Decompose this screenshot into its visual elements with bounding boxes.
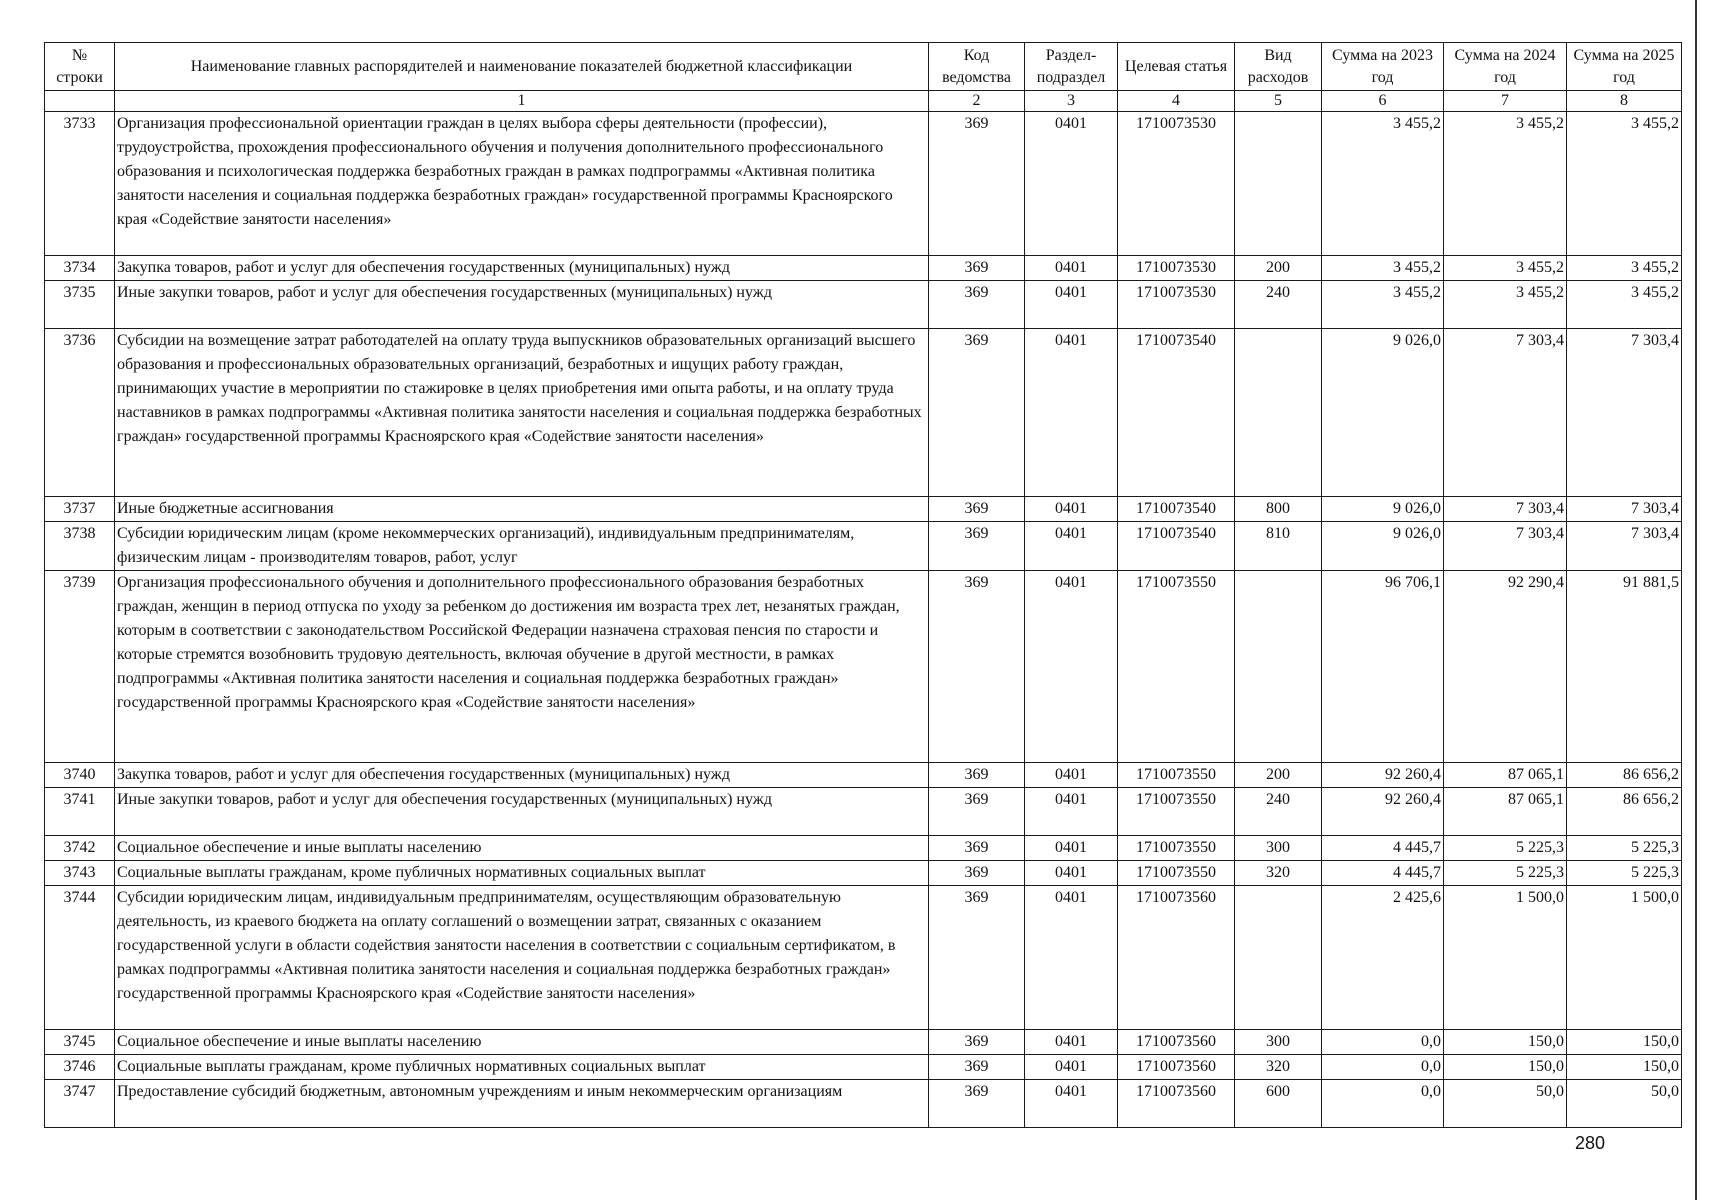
row-sum-2024: 5 225,3 xyxy=(1444,836,1567,861)
row-section: 0401 xyxy=(1025,836,1118,861)
table-row xyxy=(45,112,1682,256)
row-sum-2024: 3 455,2 xyxy=(1444,256,1567,281)
row-name: Организация профессиональной ориентации граждан в целях выбора сферы деятельности (профессии), трудоустройства, прохождения профессионального обучения и получения дополнительного профессионального образования и психологическая поддержка безработных граждан в рамках подпрограммы «Активная политика занятости населения и социальная поддержка безработных граждан» государственной программы Красноярского края «Содействие занятости населения» xyxy=(115,112,929,256)
row-sum-2025: 5 225,3 xyxy=(1567,861,1682,886)
column-number: 3 xyxy=(1025,91,1118,112)
row-sum-2023: 3 455,2 xyxy=(1322,112,1444,256)
table-row xyxy=(45,763,1682,788)
table-row xyxy=(45,1055,1682,1080)
column-number: 2 xyxy=(929,91,1025,112)
row-sum-2023: 96 706,1 xyxy=(1322,571,1444,763)
row-number: 3736 xyxy=(45,329,115,497)
row-sum-2024: 7 303,4 xyxy=(1444,497,1567,522)
row-section: 0401 xyxy=(1025,522,1118,571)
row-name: Субсидии юридическим лицам, индивидуальным предпринимателям, осуществляющим образовательную деятельность, из краевого бюджета на оплату соглашений о возмещении затрат, связанных с оказанием государственной услуги в области содействия занятости населения в соответствии с социальным сертификатом, в рамках подпрограммы «Активная политика занятости населения и социальная поддержка безработных граждан» государственной программы Красноярского края «Содействие занятости населения» xyxy=(115,886,929,1030)
row-section: 0401 xyxy=(1025,788,1118,836)
row-number: 3733 xyxy=(45,112,115,256)
table-row xyxy=(45,886,1682,1030)
row-section: 0401 xyxy=(1025,1055,1118,1080)
row-department-code: 369 xyxy=(929,571,1025,763)
row-expense-type: 600 xyxy=(1235,1080,1322,1128)
row-number: 3738 xyxy=(45,522,115,571)
row-number: 3747 xyxy=(45,1080,115,1128)
table-row xyxy=(45,861,1682,886)
row-name: Иные закупки товаров, работ и услуг для обеспечения государственных (муниципальных) нужд xyxy=(115,788,929,836)
row-sum-2025: 150,0 xyxy=(1567,1030,1682,1055)
header-sum-2024: Сумма на 2024 год xyxy=(1444,43,1567,91)
row-name: Предоставление субсидий бюджетным, автономным учреждениям и иным некоммерческим организациям xyxy=(115,1080,929,1128)
row-section: 0401 xyxy=(1025,763,1118,788)
row-target-article: 1710073550 xyxy=(1118,836,1235,861)
row-section: 0401 xyxy=(1025,1080,1118,1128)
row-number: 3746 xyxy=(45,1055,115,1080)
row-sum-2025: 7 303,4 xyxy=(1567,497,1682,522)
header-department-code: Код ведомства xyxy=(929,43,1025,91)
row-target-article: 1710073560 xyxy=(1118,1030,1235,1055)
row-section: 0401 xyxy=(1025,256,1118,281)
row-sum-2024: 1 500,0 xyxy=(1444,886,1567,1030)
row-sum-2024: 87 065,1 xyxy=(1444,763,1567,788)
row-expense-type: 300 xyxy=(1235,836,1322,861)
column-number: 5 xyxy=(1235,91,1322,112)
row-expense-type xyxy=(1235,112,1322,256)
row-sum-2025: 50,0 xyxy=(1567,1080,1682,1128)
row-sum-2024: 7 303,4 xyxy=(1444,329,1567,497)
row-department-code: 369 xyxy=(929,112,1025,256)
header-name: Наименование главных распорядителей и наименование показателей бюджетной классификации xyxy=(115,43,929,91)
row-sum-2025: 1 500,0 xyxy=(1567,886,1682,1030)
row-sum-2023: 3 455,2 xyxy=(1322,256,1444,281)
row-sum-2023: 92 260,4 xyxy=(1322,763,1444,788)
header-section: Раздел-подраздел xyxy=(1025,43,1118,91)
row-target-article: 1710073550 xyxy=(1118,571,1235,763)
row-expense-type: 240 xyxy=(1235,281,1322,329)
row-sum-2023: 3 455,2 xyxy=(1322,281,1444,329)
column-number: 1 xyxy=(115,91,929,112)
table-row xyxy=(45,256,1682,281)
row-sum-2023: 0,0 xyxy=(1322,1080,1444,1128)
table-row xyxy=(45,281,1682,329)
row-section: 0401 xyxy=(1025,497,1118,522)
row-section: 0401 xyxy=(1025,281,1118,329)
row-sum-2025: 3 455,2 xyxy=(1567,112,1682,256)
budget-table xyxy=(44,42,1682,1128)
table-row xyxy=(45,571,1682,763)
row-name: Социальное обеспечение и иные выплаты населению xyxy=(115,1030,929,1055)
row-department-code: 369 xyxy=(929,836,1025,861)
row-sum-2023: 9 026,0 xyxy=(1322,497,1444,522)
header-row xyxy=(45,43,1682,91)
row-target-article: 1710073530 xyxy=(1118,112,1235,256)
row-sum-2024: 50,0 xyxy=(1444,1080,1567,1128)
row-number: 3739 xyxy=(45,571,115,763)
row-sum-2025: 7 303,4 xyxy=(1567,522,1682,571)
row-sum-2025: 3 455,2 xyxy=(1567,256,1682,281)
row-sum-2024: 150,0 xyxy=(1444,1030,1567,1055)
row-sum-2025: 86 656,2 xyxy=(1567,788,1682,836)
column-number: 4 xyxy=(1118,91,1235,112)
page-number: 280 xyxy=(1575,1133,1606,1153)
row-department-code: 369 xyxy=(929,788,1025,836)
row-sum-2024: 150,0 xyxy=(1444,1055,1567,1080)
row-sum-2024: 5 225,3 xyxy=(1444,861,1567,886)
row-sum-2025: 91 881,5 xyxy=(1567,571,1682,763)
header-expense-type: Вид расходов xyxy=(1235,43,1322,91)
header-sum-2025: Сумма на 2025 год xyxy=(1567,43,1682,91)
row-department-code: 369 xyxy=(929,1030,1025,1055)
row-expense-type: 240 xyxy=(1235,788,1322,836)
column-number: 8 xyxy=(1567,91,1682,112)
row-sum-2025: 86 656,2 xyxy=(1567,763,1682,788)
row-name: Субсидии на возмещение затрат работодателей на оплату труда выпускников образовательных организаций высшего образования и профессиональных образовательных организаций, безработных и ищущих работу граждан, принимающих участие в мероприятии по стажировке в целях приобретения ими опыта работы, и на оплату труда наставников в рамках подпрограммы «Активная политика занятости населения и социальная поддержка безработных граждан» государственной программы Красноярского края «Содействие занятости населения» xyxy=(115,329,929,497)
row-sum-2023: 9 026,0 xyxy=(1322,329,1444,497)
row-department-code: 369 xyxy=(929,1080,1025,1128)
row-department-code: 369 xyxy=(929,256,1025,281)
row-target-article: 1710073560 xyxy=(1118,1055,1235,1080)
column-number: 6 xyxy=(1322,91,1444,112)
table-row xyxy=(45,788,1682,836)
row-department-code: 369 xyxy=(929,861,1025,886)
row-sum-2023: 0,0 xyxy=(1322,1030,1444,1055)
table-row xyxy=(45,497,1682,522)
header-target-article: Целевая статья xyxy=(1118,43,1235,91)
row-sum-2025: 3 455,2 xyxy=(1567,281,1682,329)
row-expense-type: 300 xyxy=(1235,1030,1322,1055)
row-name: Организация профессионального обучения и дополнительного профессионального образования безработных граждан, женщин в период отпуска по уходу за ребенком до достижения им возраста трех лет, незанятых граждан, которым в соответствии с законодательством Российской Федерации назначена страховая пенсия по старости и которые стремятся возобновить трудовую деятельность, включая обучение в другой местности, в рамках подпрограммы «Активная политика занятости населения и социальная поддержка безработных граждан» государственной программы Красноярского края «Содействие занятости населения» xyxy=(115,571,929,763)
row-number: 3737 xyxy=(45,497,115,522)
row-name: Социальные выплаты гражданам, кроме публичных нормативных социальных выплат xyxy=(115,1055,929,1080)
row-name: Иные закупки товаров, работ и услуг для обеспечения государственных (муниципальных) нужд xyxy=(115,281,929,329)
row-sum-2023: 9 026,0 xyxy=(1322,522,1444,571)
row-section: 0401 xyxy=(1025,571,1118,763)
table-row xyxy=(45,329,1682,497)
header-sum-2023: Сумма на 2023 год xyxy=(1322,43,1444,91)
row-expense-type: 320 xyxy=(1235,861,1322,886)
row-sum-2025: 5 225,3 xyxy=(1567,836,1682,861)
row-department-code: 369 xyxy=(929,763,1025,788)
row-number: 3734 xyxy=(45,256,115,281)
row-department-code: 369 xyxy=(929,329,1025,497)
row-sum-2024: 87 065,1 xyxy=(1444,788,1567,836)
row-expense-type: 810 xyxy=(1235,522,1322,571)
row-target-article: 1710073540 xyxy=(1118,497,1235,522)
row-section: 0401 xyxy=(1025,112,1118,256)
table-row xyxy=(45,522,1682,571)
row-name: Субсидии юридическим лицам (кроме некоммерческих организаций), индивидуальным предпринимателям, физическим лицам - производителям товаров, работ, услуг xyxy=(115,522,929,571)
row-section: 0401 xyxy=(1025,861,1118,886)
row-target-article: 1710073540 xyxy=(1118,329,1235,497)
row-number: 3742 xyxy=(45,836,115,861)
row-target-article: 1710073550 xyxy=(1118,788,1235,836)
row-section: 0401 xyxy=(1025,329,1118,497)
row-target-article: 1710073540 xyxy=(1118,522,1235,571)
row-expense-type: 200 xyxy=(1235,763,1322,788)
budget-document xyxy=(44,42,1681,1128)
row-target-article: 1710073560 xyxy=(1118,1080,1235,1128)
row-section: 0401 xyxy=(1025,1030,1118,1055)
row-department-code: 369 xyxy=(929,522,1025,571)
row-sum-2023: 2 425,6 xyxy=(1322,886,1444,1030)
row-department-code: 369 xyxy=(929,497,1025,522)
row-number: 3735 xyxy=(45,281,115,329)
row-name: Закупка товаров, работ и услуг для обеспечения государственных (муниципальных) нужд xyxy=(115,256,929,281)
row-number: 3744 xyxy=(45,886,115,1030)
row-number: 3743 xyxy=(45,861,115,886)
row-department-code: 369 xyxy=(929,886,1025,1030)
row-sum-2024: 3 455,2 xyxy=(1444,112,1567,256)
row-target-article: 1710073560 xyxy=(1118,886,1235,1030)
row-target-article: 1710073530 xyxy=(1118,281,1235,329)
row-target-article: 1710073550 xyxy=(1118,763,1235,788)
row-section: 0401 xyxy=(1025,886,1118,1030)
row-sum-2025: 150,0 xyxy=(1567,1055,1682,1080)
row-name: Социальные выплаты гражданам, кроме публичных нормативных социальных выплат xyxy=(115,861,929,886)
table-row xyxy=(45,836,1682,861)
row-sum-2024: 7 303,4 xyxy=(1444,522,1567,571)
row-sum-2024: 92 290,4 xyxy=(1444,571,1567,763)
row-sum-2023: 4 445,7 xyxy=(1322,861,1444,886)
table-row xyxy=(45,1030,1682,1055)
row-sum-2024: 3 455,2 xyxy=(1444,281,1567,329)
row-target-article: 1710073530 xyxy=(1118,256,1235,281)
row-expense-type xyxy=(1235,886,1322,1030)
column-number-row xyxy=(45,91,1682,112)
row-sum-2023: 92 260,4 xyxy=(1322,788,1444,836)
row-name: Социальное обеспечение и иные выплаты населению xyxy=(115,836,929,861)
header-row-number: № строки xyxy=(45,43,115,91)
column-number-blank xyxy=(45,91,115,112)
row-sum-2023: 4 445,7 xyxy=(1322,836,1444,861)
row-name: Иные бюджетные ассигнования xyxy=(115,497,929,522)
row-department-code: 369 xyxy=(929,281,1025,329)
row-sum-2025: 7 303,4 xyxy=(1567,329,1682,497)
row-department-code: 369 xyxy=(929,1055,1025,1080)
row-number: 3745 xyxy=(45,1030,115,1055)
row-expense-type: 800 xyxy=(1235,497,1322,522)
row-expense-type xyxy=(1235,571,1322,763)
row-number: 3741 xyxy=(45,788,115,836)
row-number: 3740 xyxy=(45,763,115,788)
table-row xyxy=(45,1080,1682,1128)
row-name: Закупка товаров, работ и услуг для обеспечения государственных (муниципальных) нужд xyxy=(115,763,929,788)
row-sum-2023: 0,0 xyxy=(1322,1055,1444,1080)
column-number: 7 xyxy=(1444,91,1567,112)
row-expense-type xyxy=(1235,329,1322,497)
row-target-article: 1710073550 xyxy=(1118,861,1235,886)
row-expense-type: 200 xyxy=(1235,256,1322,281)
scan-edge-line xyxy=(1695,0,1697,1200)
row-expense-type: 320 xyxy=(1235,1055,1322,1080)
